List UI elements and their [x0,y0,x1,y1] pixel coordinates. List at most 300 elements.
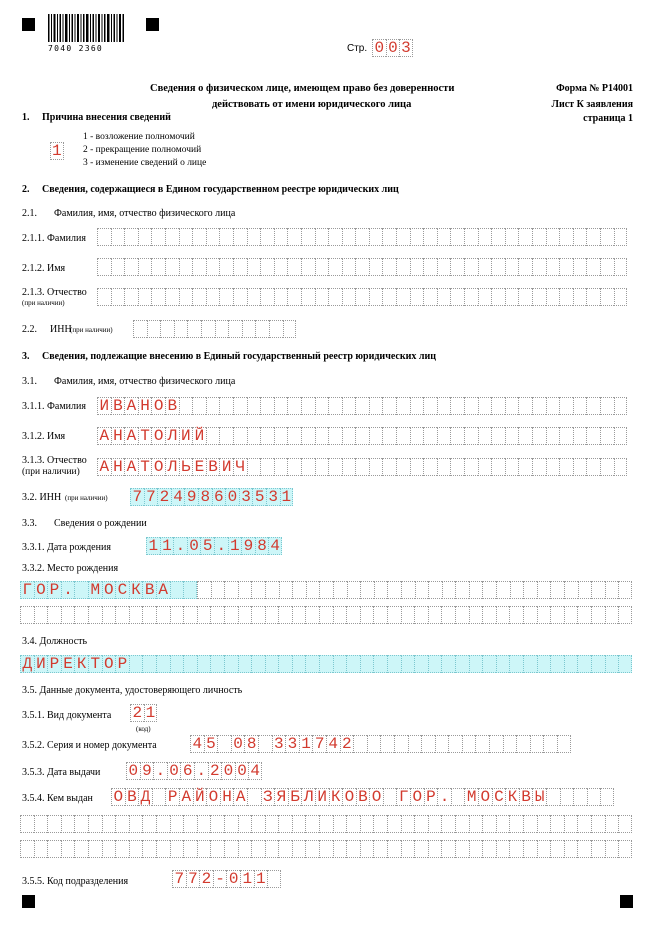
char-cell [523,840,537,858]
char-cell [410,397,424,415]
char-cell [491,258,505,276]
char-cell [269,320,283,338]
char-cell [437,458,451,476]
char-cell [559,228,573,246]
char-cell [197,815,211,833]
char-cell [559,458,573,476]
char-cell [441,815,455,833]
issue-date-field[interactable] [126,762,262,780]
char-cell: Р [47,655,61,673]
char-cell: В [125,788,139,806]
char-cell [342,288,356,306]
char-cell [437,288,451,306]
patronymic-label: 3.1.3. Отчество [22,455,87,466]
doc-type-field[interactable] [130,704,157,722]
char-cell [478,228,492,246]
char-cell: О [151,397,165,415]
char-cell [142,840,156,858]
char-cell [455,840,469,858]
char-cell [333,655,347,673]
char-cell: О [151,458,165,476]
char-cell [47,840,61,858]
char-cell [305,606,319,624]
char-cell: В [356,788,370,806]
char-cell [401,655,415,673]
page-number-field[interactable] [372,39,413,57]
char-cell [287,228,301,246]
inn-note: (при наличии) [65,494,108,502]
char-cell [88,840,102,858]
char-cell [238,815,252,833]
char-cell [301,228,315,246]
birth-place-field-rest[interactable] [197,581,632,599]
char-cell [423,288,437,306]
char-cell: 4 [190,735,204,753]
char-cell [373,840,387,858]
reason-field[interactable] [50,142,64,160]
char-cell: М [464,788,478,806]
old-surname-label: 2.1.1. Фамилия [22,233,86,244]
char-cell [265,581,279,599]
char-cell [206,258,220,276]
char-cell [442,581,456,599]
char-cell [469,581,483,599]
char-cell: Н [111,427,125,445]
char-cell: С [115,581,129,599]
char-cell [333,606,347,624]
char-cell [559,427,573,445]
char-cell: О [111,788,125,806]
char-cell [170,606,184,624]
char-cell [319,581,333,599]
char-cell: 5 [204,735,218,753]
char-cell [88,606,102,624]
char-cell [292,581,306,599]
char-cell [278,606,292,624]
char-cell [491,288,505,306]
char-cell [435,735,449,753]
char-cell [260,458,274,476]
issued-by-field-line3[interactable] [20,840,632,858]
char-cell [387,815,401,833]
char-cell [428,840,442,858]
char-cell [414,840,428,858]
char-cell [170,815,184,833]
char-cell [387,840,401,858]
char-cell [387,606,401,624]
section3-3-title: Сведения о рождении [54,518,147,529]
char-cell [115,840,129,858]
char-cell [142,815,156,833]
char-cell [165,258,179,276]
char-cell [328,427,342,445]
char-cell: 0 [187,537,201,555]
form-number: Форма № Р14001 [556,83,633,94]
char-cell [618,581,632,599]
birth-place-field-line2[interactable] [20,606,632,624]
char-cell [614,458,628,476]
char-cell [287,397,301,415]
char-cell: Д [20,655,34,673]
char-cell: А [97,427,111,445]
sheet-page: страница 1 [583,113,633,124]
char-cell: 9 [184,488,198,506]
char-cell [383,788,397,806]
char-cell [360,840,374,858]
char-cell [342,458,356,476]
char-cell [559,288,573,306]
char-cell [124,258,138,276]
char-cell [138,258,152,276]
char-cell [360,815,374,833]
char-cell [605,840,619,858]
char-cell [516,735,530,753]
old-patronymic-field[interactable] [97,288,627,306]
char-cell [165,228,179,246]
char-cell [206,397,220,415]
char-cell [423,258,437,276]
char-cell [260,427,274,445]
char-cell: 2 [340,735,354,753]
char-cell [355,288,369,306]
char-cell: Я [274,788,288,806]
char-cell [238,655,252,673]
char-cell [328,228,342,246]
char-cell [423,397,437,415]
char-cell [197,655,211,673]
char-cell [47,815,61,833]
char-cell: 1 [254,870,268,888]
char-cell [333,840,347,858]
char-cell [450,228,464,246]
doc-number-field[interactable] [190,735,571,753]
char-cell [496,655,510,673]
char-cell [396,397,410,415]
char-cell [496,581,510,599]
char-cell: А [233,788,247,806]
char-cell [591,655,605,673]
char-cell [491,458,505,476]
char-cell [532,458,546,476]
char-cell [546,427,560,445]
surname-field[interactable] [97,397,627,415]
char-cell [319,655,333,673]
char-cell [464,258,478,276]
char-cell [369,458,383,476]
char-cell: 8 [244,735,258,753]
char-cell: 0 [167,762,181,780]
char-cell: 6 [180,762,194,780]
char-cell [546,288,560,306]
char-cell [577,840,591,858]
char-cell [170,840,184,858]
char-cell [518,258,532,276]
char-cell [573,427,587,445]
char-cell [129,815,143,833]
char-cell [577,606,591,624]
char-cell [238,606,252,624]
char-cell [618,815,632,833]
char-cell [450,458,464,476]
char-cell: О [34,581,48,599]
char-cell: 1 [228,537,242,555]
name-label: 3.1.2. Имя [22,431,66,442]
char-cell [247,427,261,445]
char-cell: Б [288,788,302,806]
char-cell: А [97,458,111,476]
char-cell: 1 [160,537,174,555]
char-cell [450,427,464,445]
char-cell [523,655,537,673]
char-cell [211,581,225,599]
section2-1-number: 2.1. [22,208,37,219]
old-name-field[interactable] [97,258,627,276]
doc-number-label: 3.5.2. Серия и номер документа [22,740,157,751]
inn-field[interactable] [130,488,293,506]
char-cell [197,606,211,624]
char-cell [247,397,261,415]
char-cell [573,258,587,276]
char-cell [274,397,288,415]
char-cell [591,606,605,624]
char-cell [550,840,564,858]
corner-marker [620,895,633,908]
char-cell [279,581,293,599]
char-cell [577,655,591,673]
char-cell [369,427,383,445]
char-cell [373,815,387,833]
char-cell [478,458,492,476]
section3-1-title: Фамилия, имя, отчество физического лица [54,376,236,387]
char-cell [315,458,329,476]
char-cell [274,228,288,246]
char-cell [315,288,329,306]
char-cell [437,427,451,445]
char-cell [367,735,381,753]
old-surname-field[interactable] [97,228,627,246]
char-cell [301,458,315,476]
char-cell [455,606,469,624]
char-cell [346,815,360,833]
issued-by-field[interactable] [111,788,614,806]
char-cell [382,228,396,246]
char-cell [124,228,138,246]
char-cell [605,655,619,673]
inn-label: 3.2. ИНН [22,492,62,503]
char-cell [206,228,220,246]
char-cell [219,427,233,445]
char-cell [469,655,483,673]
char-cell: . [153,762,167,780]
char-cell [564,655,578,673]
char-cell [505,458,519,476]
char-cell [165,288,179,306]
char-cell: Ч [233,458,247,476]
char-cell [543,735,557,753]
char-cell: В [165,397,179,415]
patronymic-field[interactable] [97,458,627,476]
char-cell [509,606,523,624]
char-cell: 1 [299,735,313,753]
char-cell [251,840,265,858]
char-cell [586,288,600,306]
char-cell: 0 [221,762,235,780]
char-cell: В [206,458,220,476]
char-cell [505,228,519,246]
section3-3-number: 3.3. [22,518,37,529]
char-cell [482,606,496,624]
char-cell [396,458,410,476]
corner-marker [22,895,35,908]
char-cell [315,258,329,276]
char-cell: 4 [250,762,260,780]
char-cell: И [179,427,193,445]
page-label: Стр. [347,43,368,54]
position-field[interactable] [20,655,632,673]
char-cell [509,815,523,833]
char-cell [61,815,75,833]
char-cell [278,815,292,833]
char-cell: 0 [235,762,249,780]
char-cell [518,427,532,445]
char-cell [532,288,546,306]
char-cell: К [329,788,343,806]
char-cell [283,320,297,338]
char-cell [124,288,138,306]
char-cell [97,258,111,276]
char-cell [380,735,394,753]
char-cell: 7 [186,870,200,888]
char-cell [441,606,455,624]
char-cell [355,397,369,415]
char-cell [401,581,415,599]
char-cell [505,288,519,306]
char-cell [197,840,211,858]
section3-title: Сведения, подлежащие внесению в Единый государственный реестр юридических лиц [42,351,436,362]
char-cell [255,320,269,338]
char-cell: Р [424,788,438,806]
char-cell: Н [220,788,234,806]
char-cell [183,581,197,599]
char-cell [475,735,489,753]
char-cell [183,655,197,673]
char-cell: Т [138,458,152,476]
char-cell [401,606,415,624]
char-cell [34,840,48,858]
char-cell [274,288,288,306]
old-name-label: 2.1.2. Имя [22,263,66,274]
char-cell: Е [192,458,206,476]
section2-number: 2. [22,184,30,195]
issued-by-field-line2[interactable] [20,815,632,833]
char-cell: 9 [241,537,255,555]
char-cell [156,815,170,833]
char-cell [224,840,238,858]
char-cell [382,427,396,445]
char-cell [129,606,143,624]
char-cell [305,655,319,673]
char-cell [265,840,279,858]
birth-place-field[interactable] [20,581,197,599]
char-cell: 2 [157,488,171,506]
char-cell [247,288,261,306]
char-cell [219,397,233,415]
char-cell [382,458,396,476]
char-cell: 5 [252,488,266,506]
char-cell [170,655,184,673]
char-cell: - [213,870,227,888]
char-cell [20,606,34,624]
char-cell [224,581,238,599]
char-cell [509,840,523,858]
char-cell [192,228,206,246]
char-cell [546,788,560,806]
char-cell [373,606,387,624]
old-inn-field[interactable] [133,320,296,338]
char-cell: Ы [532,788,546,806]
char-cell [247,788,261,806]
char-cell [224,606,238,624]
reason-option: 2 - прекращение полномочий [83,145,202,155]
doc-type-label: 3.5.1. Вид документа [22,710,112,721]
char-cell [197,581,211,599]
char-cell [292,606,306,624]
section3-1-number: 3.1. [22,376,37,387]
char-cell [206,288,220,306]
char-cell [251,815,265,833]
char-cell: К [129,581,143,599]
char-cell [410,458,424,476]
section2-title: Сведения, содержащиеся в Едином государственном реестре юридических лиц [42,184,399,195]
char-cell [238,581,252,599]
char-cell: Т [138,427,152,445]
birth-date-field[interactable] [146,537,282,555]
char-cell [505,258,519,276]
char-cell [455,815,469,833]
char-cell [47,606,61,624]
char-cell [577,815,591,833]
char-cell: М [88,581,102,599]
char-cell [414,606,428,624]
char-cell: . [61,581,75,599]
char-cell [441,655,455,673]
char-cell [306,581,320,599]
char-cell [586,397,600,415]
char-cell [414,815,428,833]
name-field[interactable] [97,427,627,445]
char-cell [260,288,274,306]
char-cell: 7 [144,488,158,506]
char-cell: Л [165,427,179,445]
char-cell: И [219,458,233,476]
char-cell: . [437,788,451,806]
char-cell [319,840,333,858]
char-cell: 1 [51,142,62,160]
char-cell [179,288,193,306]
char-cell: И [315,788,329,806]
char-cell [550,815,564,833]
char-cell [478,427,492,445]
dept-code-field[interactable] [172,870,281,888]
char-cell [102,840,116,858]
char-cell [559,258,573,276]
char-cell: . [173,537,187,555]
char-cell: И [97,397,111,415]
char-cell [219,258,233,276]
char-cell [491,228,505,246]
char-cell: 0 [226,870,240,888]
char-cell [224,655,238,673]
